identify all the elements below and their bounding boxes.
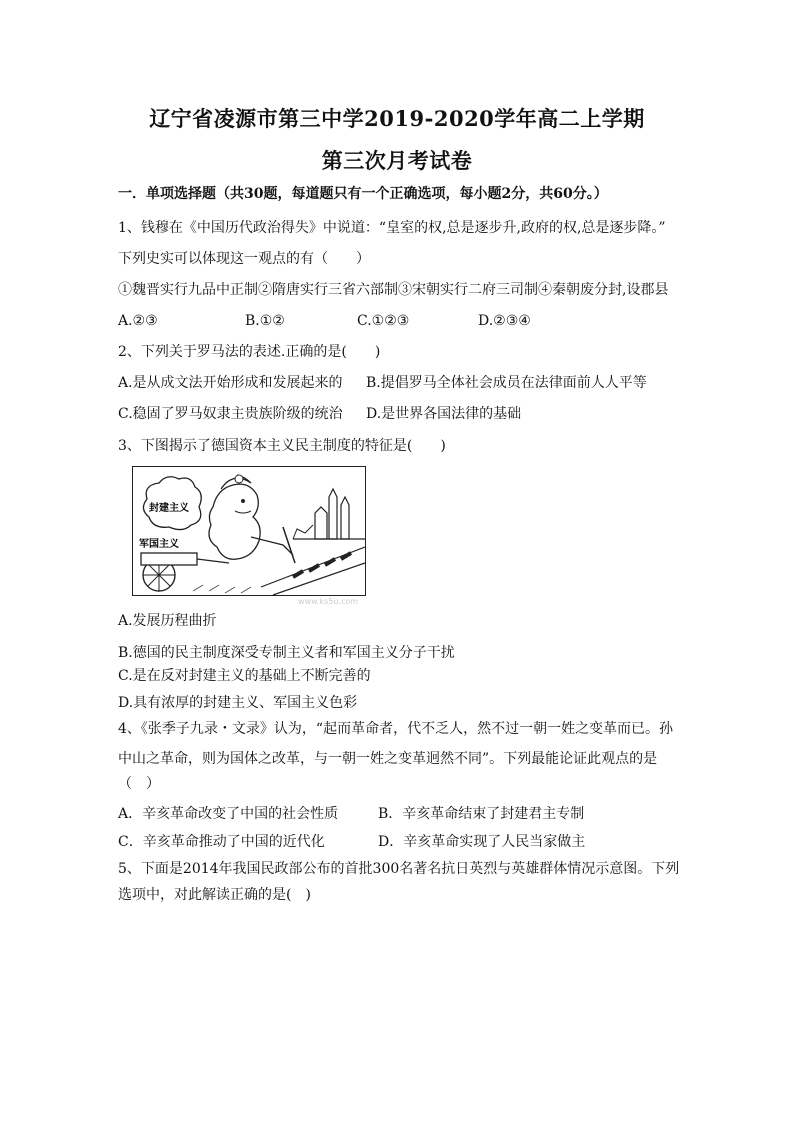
q3-stem: 3、下图揭示了德国资本主义民主制度的特征是( ) xyxy=(118,438,446,454)
q4-option-b: B．辛亥革命结束了封建君主专制 xyxy=(378,806,585,822)
q1-stem-line3: ①魏晋实行九品中正制②隋唐实行三省六部制③宋朝实行二府三司制④秦朝废分封,设郡县 xyxy=(118,282,669,298)
q4-option-c: C．辛亥革命推动了中国的近代化 xyxy=(118,834,325,850)
q4-stem-line2: 中山之革命，则为国体之改革，与一朝一姓之变革迥然不同”。下列最能论证此观点的是 xyxy=(118,751,658,767)
figure-label-militarism: 军国主义 xyxy=(139,539,179,550)
image-watermark: www.ks5u.com xyxy=(298,597,359,606)
figure-label-feudalism: 封建主义 xyxy=(149,503,189,514)
q1-stem-line1: 1、钱穆在《中国历代政治得失》中说道：“皇室的权,总是逐步升,政府的权,总是逐步降。” xyxy=(118,220,666,236)
q2-option-c: C.稳固了罗马奴隶主贵族阶级的统治 xyxy=(118,406,343,422)
q2-option-d: D.是世界各国法律的基础 xyxy=(366,406,522,422)
q2-option-b: B.提倡罗马全体社会成员在法律面前人人平等 xyxy=(366,375,647,391)
q4-option-a: A．辛亥革命改变了中国的社会性质 xyxy=(118,806,339,822)
q3-option-d: D.具有浓厚的封建主义、军国主义色彩 xyxy=(118,695,358,711)
cartoon-figure xyxy=(132,466,366,596)
q4-stem-line3: （ ） xyxy=(118,776,160,792)
q1-stem-line2: 下列史实可以体现这一观点的有（ ） xyxy=(118,251,370,267)
q3-option-a: A.发展历程曲折 xyxy=(118,613,217,629)
q1-option-a: A.②③ xyxy=(118,313,158,329)
q2-option-a: A.是从成文法开始形成和发展起来的 xyxy=(118,375,343,391)
exam-title-line2: 第三次月考试卷 xyxy=(321,148,473,173)
q1-option-c: C.①②③ xyxy=(357,313,410,329)
q5-stem-line1: 5、下面是2014年我国民政部公布的首批300名著名抗日英烈与英雄群体情况示意图。下列 xyxy=(118,861,680,877)
cartoon-illustration xyxy=(133,467,366,596)
q3-option-b: B.德国的民主制度深受专制主义者和军国主义分子干扰 xyxy=(118,645,455,661)
q4-stem-line1: 4、《张季子九录・文录》认为，“起而革命者，代不乏人，然不过一朝一姓之变革而已。孙 xyxy=(118,721,674,737)
q3-option-c: C.是在反对封建主义的基础上不断完善的 xyxy=(118,668,371,684)
exam-title-line1: 辽宁省凌源市第三中学2019-2020学年高二上学期 xyxy=(149,106,645,131)
q2-stem: 2、下列关于罗马法的表述.正确的是( ) xyxy=(118,344,381,360)
q1-option-d: D.②③④ xyxy=(478,313,531,329)
section-heading: 一．单项选择题（共30题，每道题只有一个正确选项，每小题2分，共60分。） xyxy=(118,186,608,202)
q5-stem-line2: 选项中，对此解读正确的是( ) xyxy=(118,887,311,903)
q4-option-d: D．辛亥革命实现了人民当家做主 xyxy=(378,834,586,850)
q1-option-b: B.①② xyxy=(245,313,285,329)
